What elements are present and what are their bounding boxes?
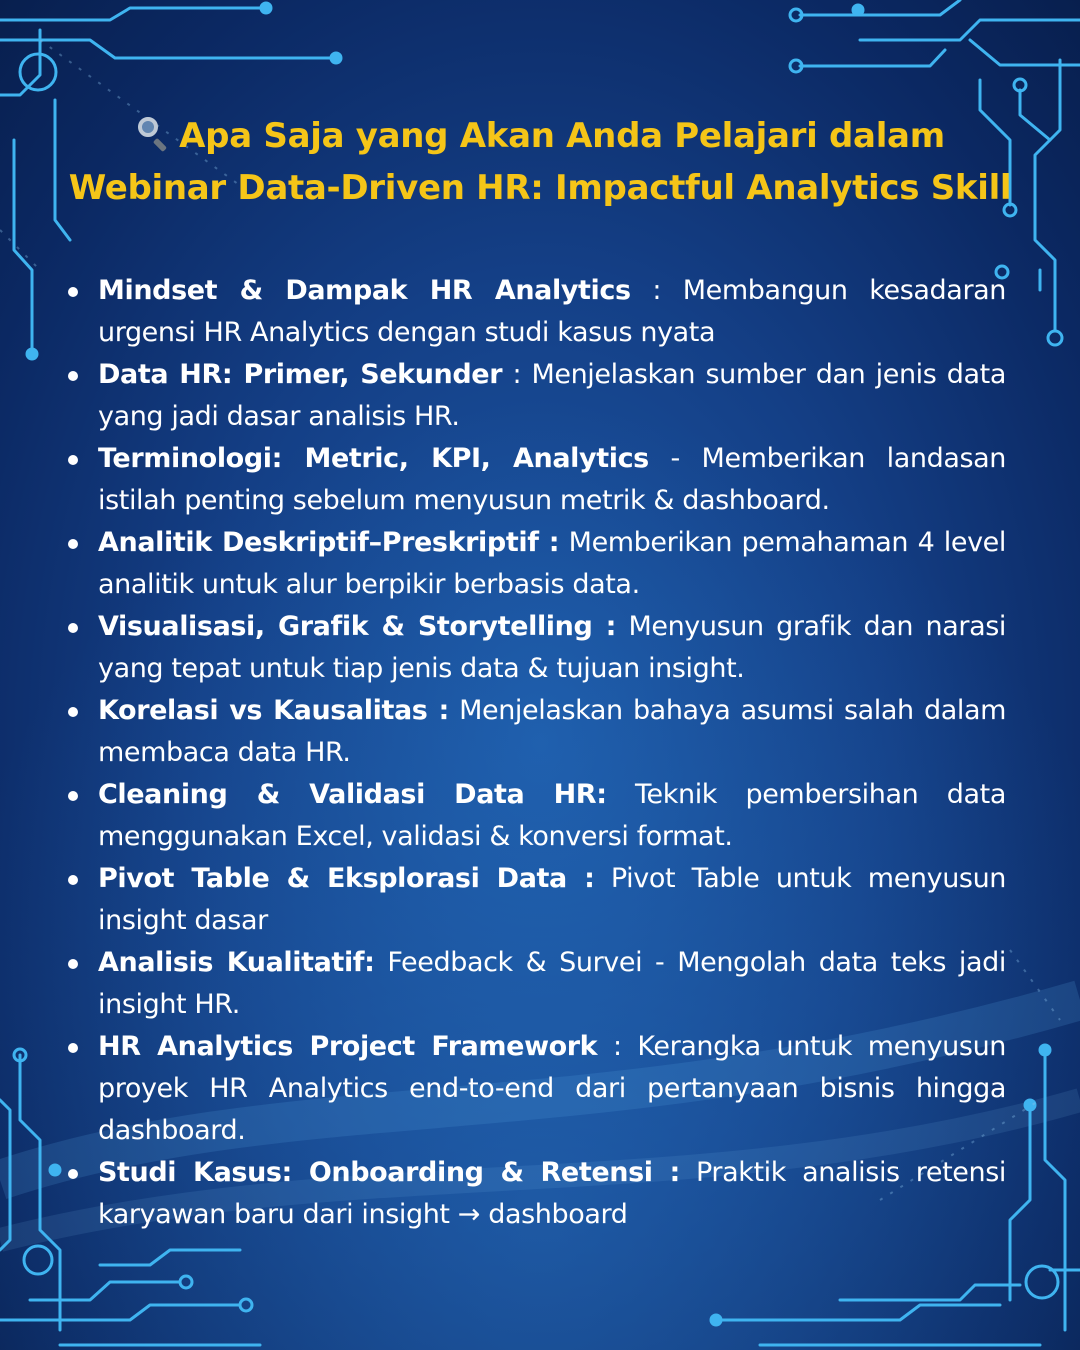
item-heading: HR Analytics Project Framework [98, 1031, 598, 1062]
list-item [62, 1026, 1006, 1152]
list-item [62, 438, 1006, 522]
list-item [62, 270, 1006, 354]
item-description: : Menjelaskan sumber dan jenis data yang jadi dasar analisis HR. [98, 359, 1006, 432]
list-item [62, 522, 1006, 606]
page-title [40, 110, 1040, 214]
item-heading: Cleaning & Validasi Data HR: [98, 779, 607, 810]
item-description: Pivot Table untuk menyusun insight dasar [98, 863, 1006, 936]
list-item [62, 858, 1006, 942]
title-line-1: Apa Saja yang Akan Anda Pelajari dalam [40, 110, 1040, 162]
item-description: : Kerangka untuk menyusun proyek HR Analytics end-to-end dari pertanyaan bisnis hingga dashboard. [98, 1031, 1006, 1146]
magnifying-glass-icon [135, 115, 171, 151]
list-item [62, 942, 1006, 1026]
item-description: - Memberikan landasan istilah penting sebelum menyusun metrik & dashboard. [98, 443, 1006, 516]
item-heading: Data HR: Primer, Sekunder [98, 359, 503, 390]
item-heading: Analitik Deskriptif–Preskriptif : [98, 527, 560, 558]
item-description: Memberikan pemahaman 4 level analitik untuk alur berpikir berbasis data. [98, 527, 1006, 600]
item-description: : Membangun kesadaran urgensi HR Analytics dengan studi kasus nyata [98, 275, 1006, 348]
item-description: Feedback & Survei - Mengolah data teks jadi insight HR. [98, 947, 1006, 1020]
list-item [62, 690, 1006, 774]
item-heading: Analisis Kualitatif: [98, 947, 375, 978]
item-description: Menjelaskan bahaya asumsi salah dalam membaca data HR. [98, 695, 1006, 768]
item-heading: Visualisasi, Grafik & Storytelling : [98, 611, 617, 642]
item-heading: Mindset & Dampak HR Analytics [98, 275, 631, 306]
item-description: Teknik pembersihan data menggunakan Excel, validasi & konversi format. [98, 779, 1006, 852]
item-description: Menyusun grafik dan narasi yang tepat untuk tiap jenis data & tujuan insight. [98, 611, 1006, 684]
list-item [62, 354, 1006, 438]
item-heading: Pivot Table & Eksplorasi Data : [98, 863, 595, 894]
item-description: Praktik analisis retensi karyawan baru dari insight → dashboard [98, 1157, 1006, 1230]
item-heading: Studi Kasus: Onboarding & Retensi : [98, 1157, 680, 1188]
item-heading: Terminologi: Metric, KPI, Analytics [98, 443, 649, 474]
item-heading: Korelasi vs Kausalitas : [98, 695, 449, 726]
topic-list [62, 270, 1006, 1236]
list-item [62, 774, 1006, 858]
title-line-2: Webinar Data-Driven HR: Impactful Analytics Skill [68, 168, 1012, 208]
list-item [62, 606, 1006, 690]
list-item [62, 1152, 1006, 1236]
